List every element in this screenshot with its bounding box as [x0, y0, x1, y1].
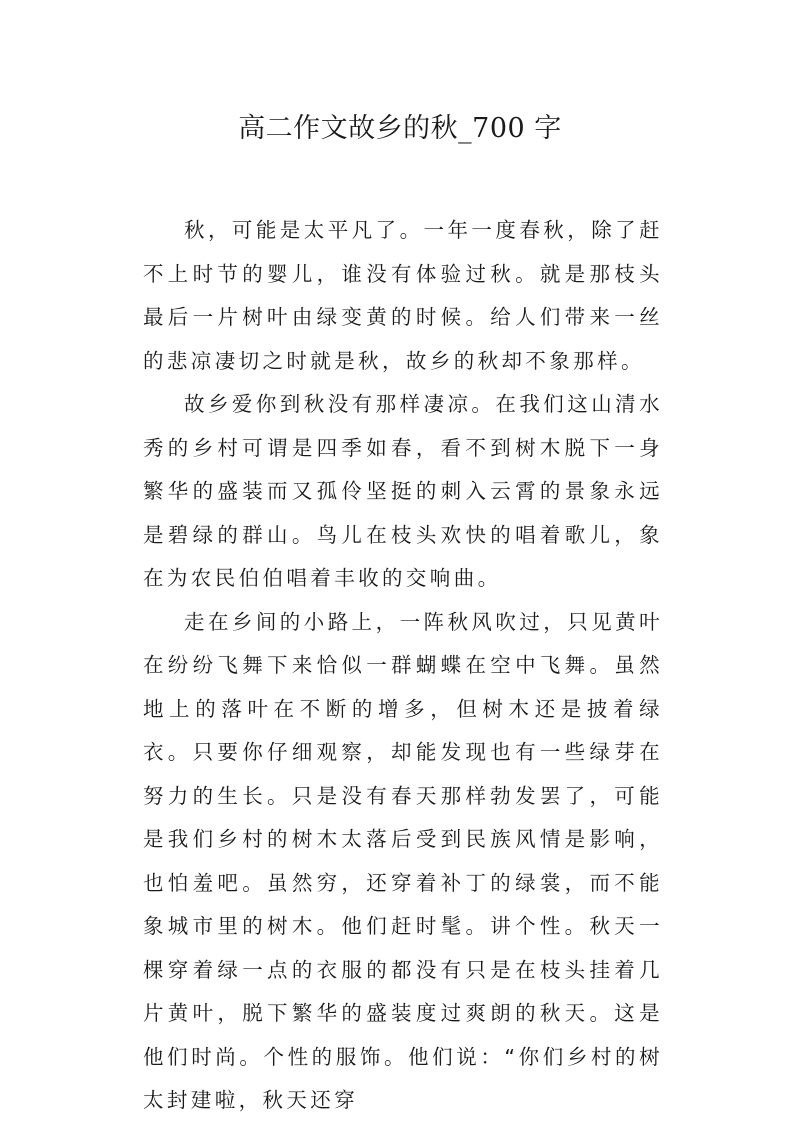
- paragraph: 走在乡间的小路上，一阵秋风吹过，只见黄叶在纷纷飞舞下来恰似一群蝴蝶在空中飞舞。虽然地上的落叶在不断的增多，但树木还是披着绿衣。只要你仔细观察，却能发现也有一些绿芽在努力的生长。只是没有春天那样勃发罢了，可能是我们乡村的树木太落后受到民族风情是影响，也怕羞吧。虽然穷，还穿着补丁的绿裳，而不能象城市里的树木。他们赶时髦。讲个性。秋天一棵穿着绿一点的衣服的都没有只是在枝头挂着几片黄叶，脱下繁华的盛装度过爽朗的秋天。这是他们时尚。个性的服饰。他们说：“你们乡村的树太封建啦，秋天还穿: [143, 609, 663, 1112]
- paragraph: 故乡爱你到秋没有那样凄凉。在我们这山清水秀的乡村可谓是四季如春，看不到树木脱下一身繁华的盛装而又孤伶坚挺的刺入云霄的景象永远是碧绿的群山。鸟儿在枝头欢快的唱着歌儿，象在为农民伯伯唱着丰收的交响曲。: [143, 392, 663, 590]
- document-title: 高二作文故乡的秋_700 字: [238, 113, 562, 144]
- document-body: [143, 209, 663, 1123]
- paragraph: 秋，可能是太平凡了。一年一度春秋，除了赶不上时节的婴儿，谁没有体验过秋。就是那枝头最后一片树叶由绿变黄的时候。给人们带来一丝的悲凉凄切之时就是秋，故乡的秋却不象那样。: [143, 218, 663, 373]
